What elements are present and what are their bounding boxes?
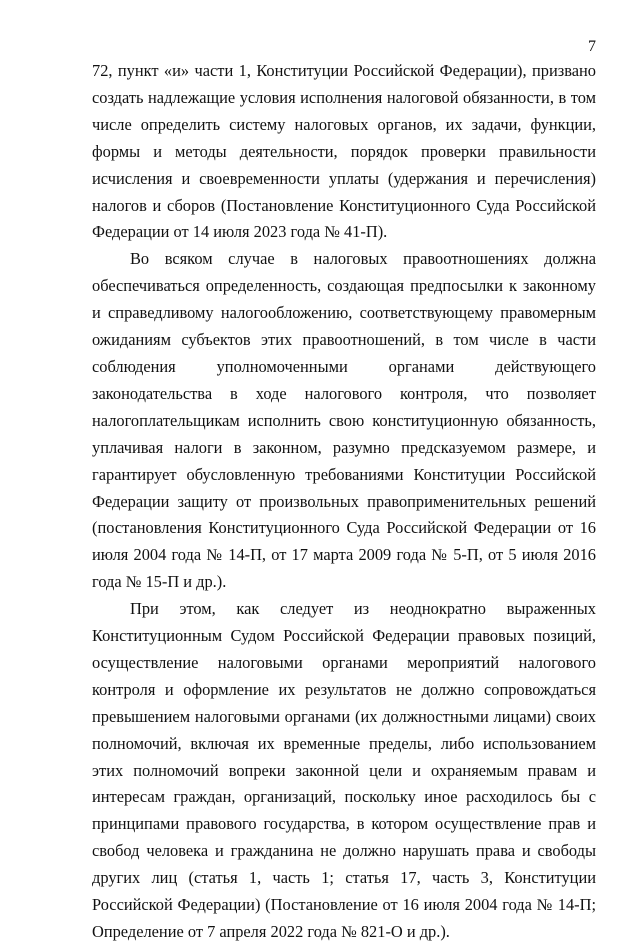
paragraph-continuation: 72, пункт «и» части 1, Конституции Российской Федерации), призвано создать надлежащие условия исполнения налоговой обязанности, в том числе определить систему налоговых органов, их задачи, функции, формы и методы деятельности, порядок проверки правильности исчисления и своевременности уплаты (удержания и перечисления) налогов и сборов (Постановление Конституционного Суда Российской Федерации от 14 июля 2023 года № 41-П). — [92, 61, 596, 242]
paragraph-tax-control-limits: При этом, как следует из неоднократно выраженных Конституционным Судом Российской Федерации правовых позиций, осуществление налоговыми органами мероприятий налогового контроля и оформление их результатов не должно сопровождаться превышением налоговыми органами (их должностными лицами) своих полномочий, включая их временные пределы, либо использованием этих полномочий вопреки законной цели и охраняемым правам и интересам граждан, организаций, поскольку иное расходилось бы с принципами правового государства, в котором осуществление прав и свобод человека и гражданина не должно нарушать права и свободы других лиц (статья 1, часть 1; статья 17, часть 3, Конституции Российской Федерации) (Постановление от 16 июля 2004 года № 14-П; Определение от 7 апреля 2022 года № 821-О и др.). — [92, 599, 596, 941]
page-number: 7 — [588, 38, 596, 55]
document-body — [92, 58, 596, 946]
paragraph-certainty: Во всяком случае в налоговых правоотношениях должна обеспечиваться определенность, создающая предпосылки к законному и справедливому налогообложению, соответствующему правомерным ожиданиям субъектов этих правоотношений, в том числе в части соблюдения уполномоченными органами действующего законодательства в ходе налогового контроля, что позволяет налогоплательщикам исполнить свою конституционную обязанность, уплачивая налоги в законном, разумно предсказуемом размере, и гарантирует обусловленную требованиями Конституции Российской Федерации защиту от произвольных правоприменительных решений (постановления Конституционного Суда Российской Федерации от 16 июля 2004 года № 14-П, от 17 марта 2009 года № 5-П, от 5 июля 2016 года № 15-П и др.). — [92, 249, 596, 592]
